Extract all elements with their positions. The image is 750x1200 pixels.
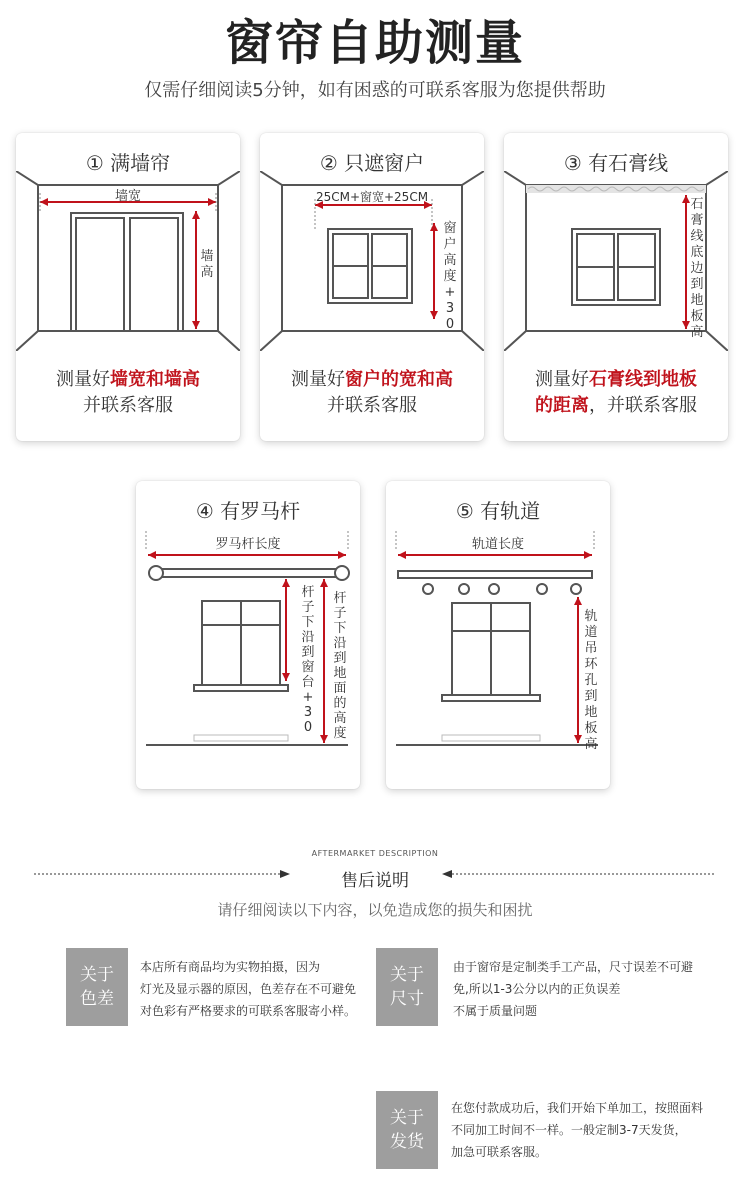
text-line: 加急可联系客服。 [451, 1145, 548, 1159]
wall-width-label: 墙宽 [114, 189, 141, 204]
tag-line: 尺寸 [390, 989, 424, 1009]
instruction-highlight: 窗户的宽和高 [345, 369, 453, 390]
window-height-label: 窗户高度+30 [443, 221, 457, 332]
instruction-highlight: 石膏线到地板 [589, 369, 697, 390]
text-line: 灯光及显示器的原因，色差存在不可避免 [140, 982, 357, 996]
instruction-prefix: 测量好 [56, 369, 110, 390]
card-title: ④ 有罗马杆 [195, 499, 301, 523]
tag-line: 关于 [80, 965, 114, 985]
rod-to-sill-label: 杆子下沿到窗台+30 [301, 585, 315, 735]
card-instruction [16, 367, 240, 419]
text-line: 不同加工时间不一样。一般定制3-7天发货， [451, 1123, 687, 1137]
instruction-prefix: 测量好 [291, 369, 345, 390]
track-diagram [386, 521, 610, 771]
tag-line: 发货 [390, 1132, 424, 1152]
plaster-height-label: 石膏线底边到地板高 [690, 197, 704, 340]
roman-rod-diagram [136, 521, 360, 771]
tag-line: 关于 [390, 1108, 424, 1128]
instruction-suffix: 并联系客服 [327, 395, 417, 416]
text-line: 不属于质量问题 [453, 1004, 538, 1018]
track-height-label: 轨道吊环孔到地板高 [584, 609, 598, 752]
card-title: ③ 有石膏线 [563, 151, 669, 175]
color-diff-text [140, 956, 380, 1022]
text-line: 对色彩有严格要求的可联系客服寄小样。 [140, 1004, 357, 1018]
text-line: 在您付款成功后，我们开始下单加工，按照面料 [451, 1101, 704, 1115]
card-plaster-line [504, 133, 728, 441]
card-title: ⑤ 有轨道 [455, 499, 541, 523]
card-track [386, 481, 610, 789]
instruction-suffix: ，并联系客服 [589, 395, 697, 416]
tag-shipping [376, 1091, 438, 1169]
wall-height-label: 墙高 [200, 249, 214, 280]
text-line: 由于窗帘是定制类手工产品，尺寸误差不可避 [453, 960, 694, 974]
rod-length-label: 罗马杆长度 [215, 537, 281, 552]
tag-line: 关于 [390, 965, 424, 985]
window-width-label: 25CM+窗宽+25CM [315, 190, 429, 204]
card-title: ② 只遮窗户 [319, 151, 425, 175]
page-subtitle: 仅需仔细阅读5分钟，如有困惑的可联系客服为您提供帮助 [144, 80, 606, 101]
page-title: 窗帘自助测量 [224, 15, 525, 71]
instruction-highlight-2: 的距离 [535, 395, 589, 416]
track-length-label: 轨道长度 [471, 537, 524, 552]
size-text [453, 956, 723, 1022]
instruction-suffix: 并联系客服 [83, 395, 173, 416]
text-line: 本店所有商品均为实物拍摄，因为 [140, 960, 321, 974]
tag-size [376, 948, 438, 1026]
card-title: ① 满墙帘 [85, 151, 171, 175]
shipping-text [451, 1097, 731, 1163]
rod-to-floor-label: 杆子下沿到地面的高度 [333, 591, 347, 741]
card-roman-rod [136, 481, 360, 789]
tag-line: 色差 [80, 989, 114, 1009]
card-instruction [260, 367, 484, 419]
card-full-wall [16, 133, 240, 441]
card-instruction [504, 367, 728, 419]
card-window-only [260, 133, 484, 441]
tag-color-diff [66, 948, 128, 1026]
text-line: 免,所以1-3公分以内的正负误差 [453, 982, 621, 996]
instruction-highlight: 墙宽和墙高 [110, 369, 200, 390]
aftersale-en-title: AFTERMARKET DESCRIPTION [311, 849, 439, 858]
aftersale-title: 售后说明 [341, 871, 409, 891]
aftersale-note: 请仔细阅读以下内容，以免造成您的损失和困扰 [217, 901, 533, 919]
instruction-prefix: 测量好 [535, 369, 589, 390]
